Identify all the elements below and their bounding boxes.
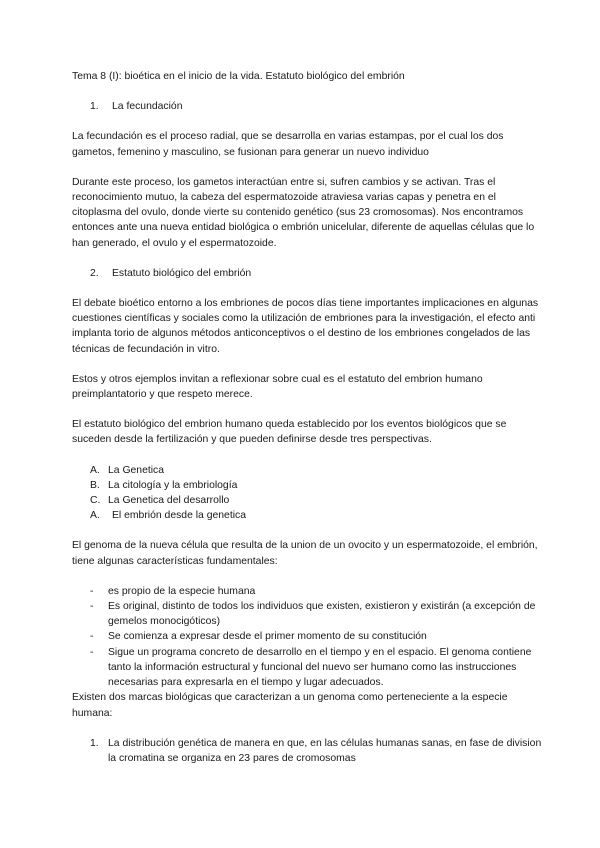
list-item bbox=[90, 463, 544, 478]
paragraph: Durante este proceso, los gametos interactúan entre si, sufren cambios y se activan. Tras el reconocimiento mutuo, la cabeza del espermatozoide atraviesa varias capas y penetra en el citoplasma del ovulo, donde vierte su contenido genético (sus 23 cromosomas). Nos encontramos entonces ante una nueva entidad biológica o embrión unicelular, diferente de aquellas células que lo han generado, el ovulo y el espermatozoide. bbox=[72, 176, 535, 249]
list-item-text: Se comienza a expresar desde el primer momento de su constitución bbox=[108, 631, 427, 643]
list-marker: - bbox=[90, 585, 94, 597]
marks-list bbox=[72, 736, 544, 766]
list-item-text: es propio de la especie humana bbox=[108, 585, 256, 597]
list-item bbox=[90, 493, 544, 508]
list-item bbox=[90, 584, 544, 599]
list-item-text: Sigue un programa concreto de desarrollo en el tiempo y en el espacio. El genoma contiene tanto la información estructural y funcional del nuevo ser humano como las instrucciones necesarias para expresarla en el tiempo y lugar adecuados. bbox=[108, 646, 532, 689]
list-marker: 1. bbox=[90, 737, 99, 749]
list-marker: - bbox=[90, 601, 94, 613]
list-marker: B. bbox=[90, 479, 100, 491]
list-marker: C. bbox=[90, 495, 101, 507]
list-item-text: La distribución genética de manera en que, en las células humanas sanas, en fase de division la cromatina se organiza en 23 pares de cromosomas bbox=[108, 737, 542, 764]
perspectives-list bbox=[72, 463, 544, 509]
paragraph: El debate bioético entorno a los embriones de pocos días tiene importantes implicaciones en algunas cuestiones científicas y sociales como la utilización de embriones para la investigación, el efecto anti implanta torio de algunos métodos anticonceptivos o el destino de los embriones congelados de las técnicas de fecundación in vitro. bbox=[72, 298, 539, 355]
paragraph: La fecundación es el proceso radial, que se desarrolla en varias estampas, por el cual los dos gametos, femenino y masculino, se fusionan para generar un nuevo individuo bbox=[72, 131, 504, 158]
subsection-marker: A. bbox=[90, 510, 100, 522]
list-marker: - bbox=[90, 631, 94, 643]
section-heading-text: La fecundación bbox=[112, 101, 183, 113]
section-heading-text: Estatuto biológico del embrión bbox=[112, 267, 252, 279]
list-item bbox=[90, 599, 544, 629]
paragraph: Existen dos marcas biológicas que caracterizan a un genoma como perteneciente a la especie humana: bbox=[72, 692, 508, 719]
traits-list bbox=[72, 584, 544, 690]
list-marker: - bbox=[90, 646, 94, 658]
section-number: 1. bbox=[90, 101, 99, 113]
list-item-text: La Genetica del desarrollo bbox=[108, 495, 230, 507]
list-item bbox=[90, 645, 544, 691]
paragraph: El estatuto biológico del embrion humano queda establecido por los eventos biológicos que se suceden desde la fertilización y que pueden definirse desde tres perspectivas. bbox=[72, 419, 507, 446]
subsection-heading-text: El embrión desde la genetica bbox=[112, 510, 247, 522]
paragraph: El genoma de la nueva célula que resulta de la union de un ovocito y un espermatozoide, el embrión, tiene algunas características fundamentales: bbox=[72, 540, 538, 567]
document-title: Tema 8 (I): bioética en el inicio de la vida. Estatuto biológico del embrión bbox=[72, 71, 405, 82]
list-item-text: La Genetica bbox=[108, 464, 165, 476]
list-item bbox=[90, 629, 544, 644]
subsection-heading-genetica bbox=[90, 508, 544, 523]
list-item bbox=[90, 478, 544, 493]
list-item-text: La citología y la embriología bbox=[108, 479, 238, 491]
list-marker: A. bbox=[90, 464, 100, 476]
section-number: 2. bbox=[90, 267, 99, 279]
section-heading-fecundacion bbox=[90, 99, 544, 114]
list-item bbox=[90, 736, 544, 766]
list-item-text: Es original, distinto de todos los individuos que existen, existieron y existirán (a excepción de gemelos monocigóticos) bbox=[108, 601, 536, 628]
section-heading-estatuto bbox=[90, 266, 544, 281]
paragraph: Estos y otros ejemplos invitan a reflexionar sobre cual es el estatuto del embrion humano preimplantatorio y que respeto merece. bbox=[72, 373, 483, 401]
